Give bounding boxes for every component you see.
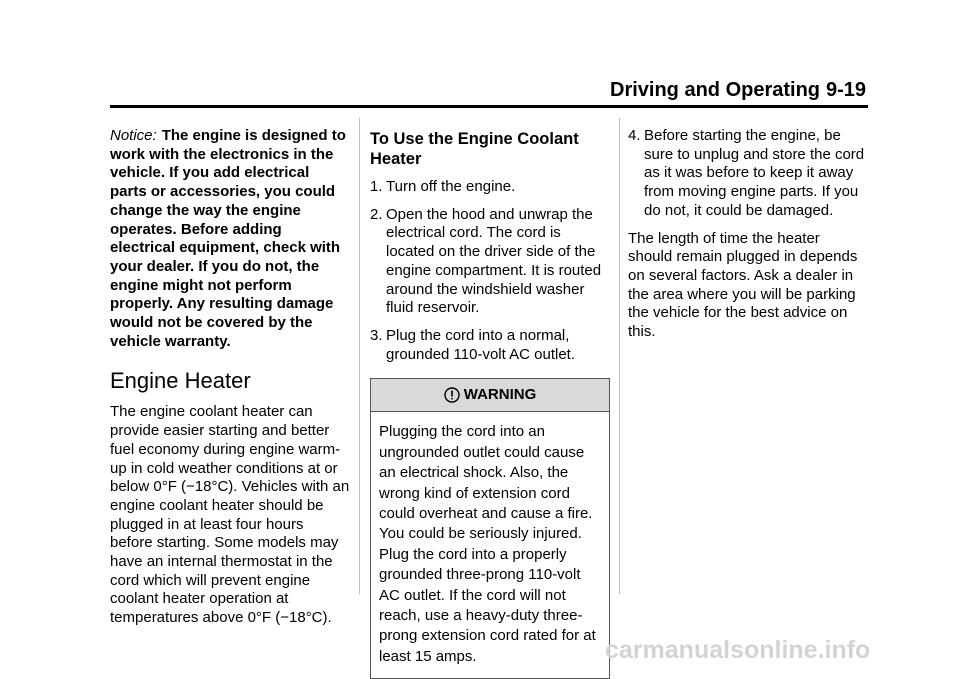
- list-item: [628, 127, 868, 221]
- column-2: [370, 127, 610, 679]
- warning-box: [370, 378, 610, 679]
- warning-label: WARNING: [463, 385, 537, 403]
- watermark: carmanualsonline.info: [605, 636, 871, 664]
- notice-label: Notice:: [110, 127, 157, 144]
- notice-text: The engine is designed to work with the electronics in the vehicle. If you add electrical parts or accessories, you could change the way the engine operates. Before adding electrical equipment, check with your dealer. If you do not, the engine might not perform properly. Any resulting damage would not be covered by the vehicle warranty.: [110, 127, 346, 350]
- step-text: Plug the cord into a normal, grounded 110-volt AC outlet.: [386, 326, 576, 363]
- step-number: 4.: [628, 127, 641, 144]
- column-1: [110, 127, 350, 637]
- warning-text: Plugging the cord into an ungrounded outlet could cause an electrical shock. Also, the wrong kind of extension cord could overheat and cause a fire. You could be seriously injured. Plug the cord into a properly grounded three-prong 110-volt AC outlet. If the cord will not reach, use a heavy-duty three-prong extension cord rated for at least 15 amps.: [379, 423, 596, 665]
- column-3: [628, 127, 868, 351]
- step-number: 3.: [370, 326, 383, 344]
- list-item: [370, 178, 610, 197]
- page-header-title: Driving and Operating: [610, 79, 821, 101]
- list-item: [370, 206, 610, 318]
- subsection-title: To Use the Engine Coolant Heater: [370, 130, 579, 168]
- list-item: [370, 327, 610, 364]
- column-divider: [359, 118, 360, 594]
- notice-paragraph: [110, 127, 350, 351]
- step-text: Turn off the engine.: [386, 178, 516, 195]
- step-text: Open the hood and unwrap the electrical cord. The cord is located on the driver side of the engine compartment. It is routed around the windshield washer fluid reservoir.: [386, 205, 602, 317]
- step-number: 1.: [370, 178, 383, 195]
- column-divider: [619, 118, 620, 594]
- section-title: Engine Heater: [110, 368, 251, 394]
- header-rule: [110, 105, 868, 108]
- page-number: 9-19: [826, 79, 867, 101]
- engine-heater-paragraph: The engine coolant heater can provide easier starting and better fuel economy during engine warm-up in cold weather conditions at or below 0°F (−18°C). Vehicles with an engine coolant heater should be plugged in at least four hours before starting. Some models may have an internal thermostat in the cord which will prevent engine coolant heater operation at temperatures above 0°F (−18°C).: [110, 403, 350, 627]
- steps-list: [370, 178, 610, 364]
- step-text: Before starting the engine, be sure to unplug and store the cord as it was before to keep it away from moving engine parts. If you do not, it could be damaged.: [644, 127, 865, 219]
- warning-header: [371, 379, 609, 412]
- step-number: 2.: [370, 205, 383, 223]
- warning-icon: [444, 387, 460, 403]
- heater-time-paragraph: The length of time the heater should remain plugged in depends on several factors. Ask a dealer in the area where you will be parking the vehicle for the best advice on this.: [628, 229, 858, 341]
- steps-list: [628, 127, 868, 221]
